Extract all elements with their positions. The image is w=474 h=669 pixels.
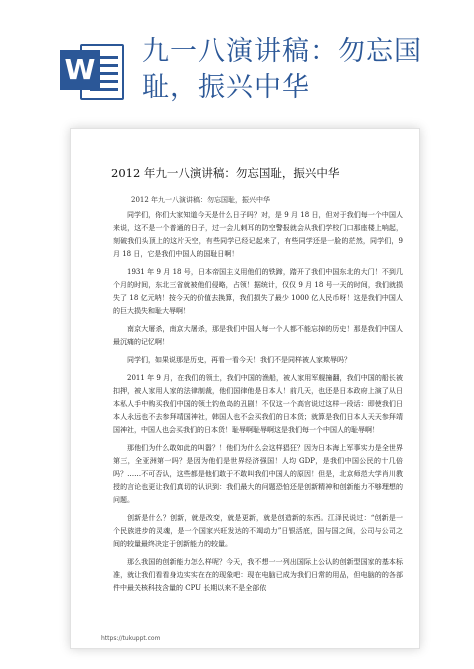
paragraph: 1931 年 9 月 18 号，日本帝国主义用他们的铁蹄，踏开了我们中国东北的大门！不到几个月的时间，东北三省就被他们侵略，占领！据统计，仅仅 9 月 18 号一天的时间，我们就损失了 18 亿元呐！按今天的价值去换算，我们损失了最少 1000 亿人民币呀！这是我们中国人的巨大损失和耻大辱啊！ xyxy=(113,268,403,315)
document-body xyxy=(113,209,403,600)
word-document-icon xyxy=(60,40,126,102)
page-title: 九一八演讲稿：勿忘国耻，振兴中华 xyxy=(142,36,422,103)
document-title: 2012 年九一八演讲稿：勿忘国耻，振兴中华 xyxy=(111,166,340,180)
paragraph: 创新是什么？创新，就是改变，就是更新，就是创造新的东西。江泽民说过：“创新是一个民族进步的灵魂，是一个国家兴旺发达的不竭动力”日银活底，国与国之间，公司与公司之间的较量最终决定于创新能力的较量。 xyxy=(113,514,403,548)
footer-url[interactable]: https://tukuppt.com xyxy=(101,635,161,642)
paragraph: 那么我国的创新能力怎么样呢？今天，我不想一一列出国际上公认的创新型国家的基本标准，就让我们看看身边实实在在的现象吧：现在电脑已成为我们日常的用品，但电脑的的各部件中最关核科技含量的 CPU 长期以来不是全部依 xyxy=(113,558,403,592)
header xyxy=(0,0,474,140)
document-preview[interactable] xyxy=(70,128,420,649)
document-subtitle: 2012 年九一八演讲稿：勿忘国耻，振兴中华 xyxy=(131,196,271,204)
word-icon-letter: W xyxy=(60,50,100,90)
paragraph: 同学们，你们大家知道今天是什么日子吗？对，是 9 月 18 日，但对于我们每一个中国人来说，这不是一个普通的日子，过一会儿刺耳的防空警报就会从我们学校门口那座楼上响起，刻破我们头顶上的这片天空，有些同学已经记起来了，有些同学还是一脸的茫然，同学们，9 月 18 日，它是我们中国人的国耻日啊！ xyxy=(113,211,403,258)
paragraph: 2011 年 9 月，在我们的领土，我们中国的渔船，被人家用军舰撞翻，我们中国的船长被扣押，被人家用人家的法律制裁，他们国律他是日本人！前几天，也还是日本政府上演了从日本私人手中购买我们中国的领土钓鱼岛的丑剧！不仅这一个高官说过这样一段话：即使我们日本人永远也不去参拜靖国神社，韩国人也不会买我们的日本货；就算是我们日本人天天参拜靖国神社，中国人也会买我们的日本货！耻辱啊耻辱啊这是我们每一个中国人的耻辱啊！ xyxy=(113,374,403,434)
paragraph: 那他们为什么敢如此的叫嚣？！他们为什么会这样猖狂？因为日本海上军事实力是全世界第三，全亚洲第一吗？是因为他们是世界经济强国！人均 GDP，是我们中国公民的十几倍吗？……不可否认，这些都是他们敢于不敢叫我们中国人的原因！但是，北京师范大学肖川教授的言论也更让我们真切的认识到：我们最大的问题恐怕还是创新精神和创新能力不够理想的问题。 xyxy=(113,444,403,504)
paragraph: 南京大屠杀，南京大屠杀，那是我们中国人每一个人都不能忘掉的历史！那是我们中国人最沉痛的记忆啊！ xyxy=(113,325,403,346)
paragraph: 同学们，如果说那是历史，再看一看今天！我们不是同样被人家欺辱吗？ xyxy=(127,356,351,364)
